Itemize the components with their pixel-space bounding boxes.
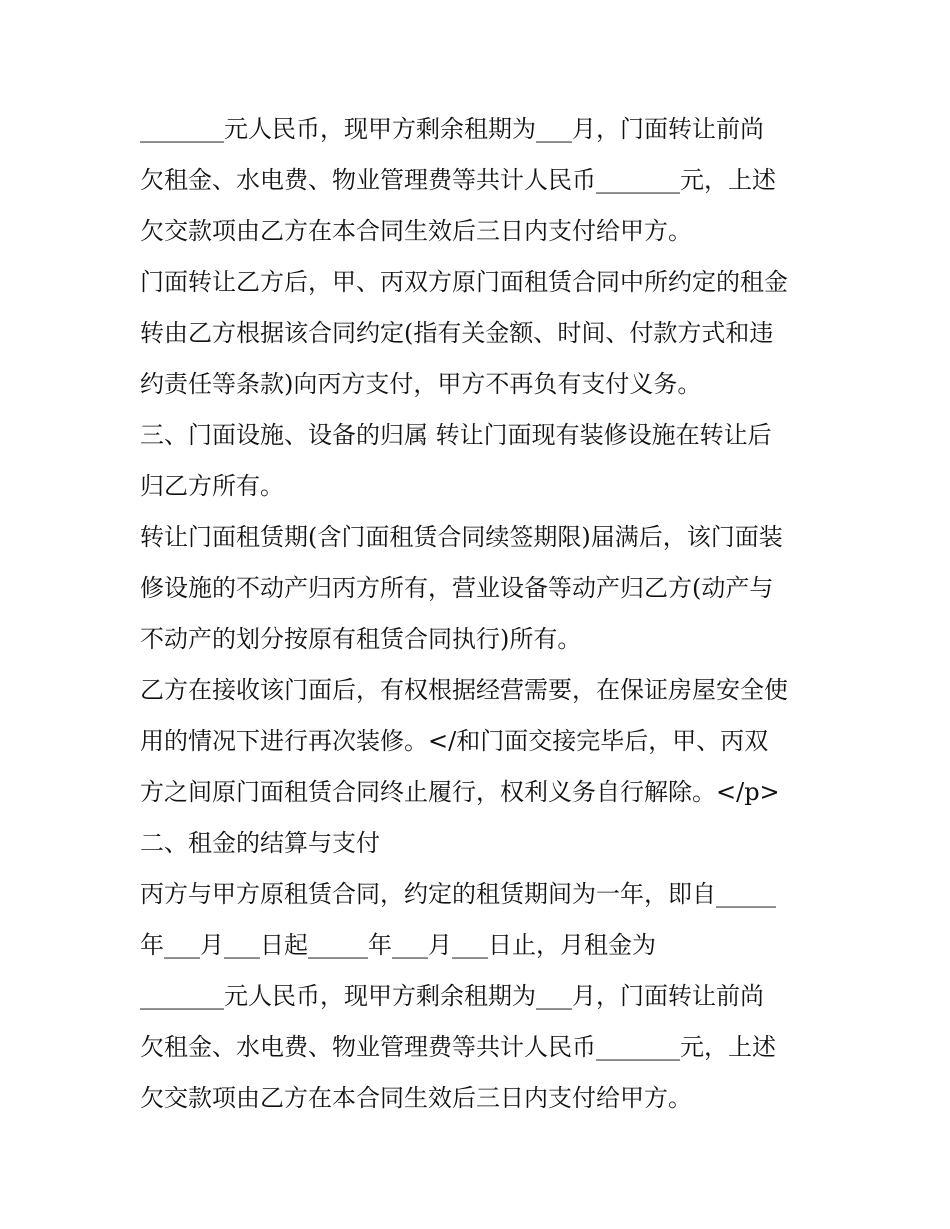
text-line: 乙方在接收该门面后，有权根据经营需要，在保证房屋安全使 <box>140 676 788 704</box>
text-line: 转由乙方根据该合同约定(指有关金额、时间、付款方式和违 <box>140 319 774 347</box>
text-line: 用的情况下进行再次装修。</和门面交接完毕后，甲、丙双 <box>140 727 769 755</box>
text-line: _______元人民币，现甲方剩余租期为___月，门面转让前尚 <box>140 982 764 1010</box>
text-line: 归乙方所有。 <box>140 472 284 500</box>
text-line: 转让门面租赁期(含门面租赁合同续签期限)届满后，该门面装 <box>140 523 783 551</box>
text-line: 不动产的划分按原有租赁合同执行)所有。 <box>140 625 582 653</box>
section-heading: 二、租金的结算与支付 <box>140 829 380 857</box>
text-line: 欠租金、水电费、物业管理费等共计人民币_______元，上述 <box>140 166 776 194</box>
text-line: 欠交款项由乙方在本合同生效后三日内支付给甲方。 <box>140 217 692 245</box>
text-line: 方之间原门面租赁合同终止履行，权利义务自行解除。</p> <box>140 778 780 806</box>
text-line: 门面转让乙方后，甲、丙双方原门面租赁合同中所约定的租金 <box>140 268 788 296</box>
text-line: 约责任等条款)向丙方支付，甲方不再负有支付义务。 <box>140 370 702 398</box>
text-line: 欠租金、水电费、物业管理费等共计人民币_______元，上述 <box>140 1033 776 1061</box>
text-line: 年___月___日起_____年___月___日止，月租金为 <box>140 931 656 959</box>
section-heading: 三、门面设施、设备的归属 转让门面现有装修设施在转让后 <box>140 421 772 449</box>
contract-text <box>140 104 820 1124</box>
text-line: 欠交款项由乙方在本合同生效后三日内支付给甲方。 <box>140 1084 692 1112</box>
text-line: 丙方与甲方原租赁合同，约定的租赁期间为一年，即自_____ <box>140 880 776 908</box>
text-line: _______元人民币，现甲方剩余租期为___月，门面转让前尚 <box>140 115 764 143</box>
text-line: 修设施的不动产归丙方所有，营业设备等动产归乙方(动产与 <box>140 574 774 602</box>
